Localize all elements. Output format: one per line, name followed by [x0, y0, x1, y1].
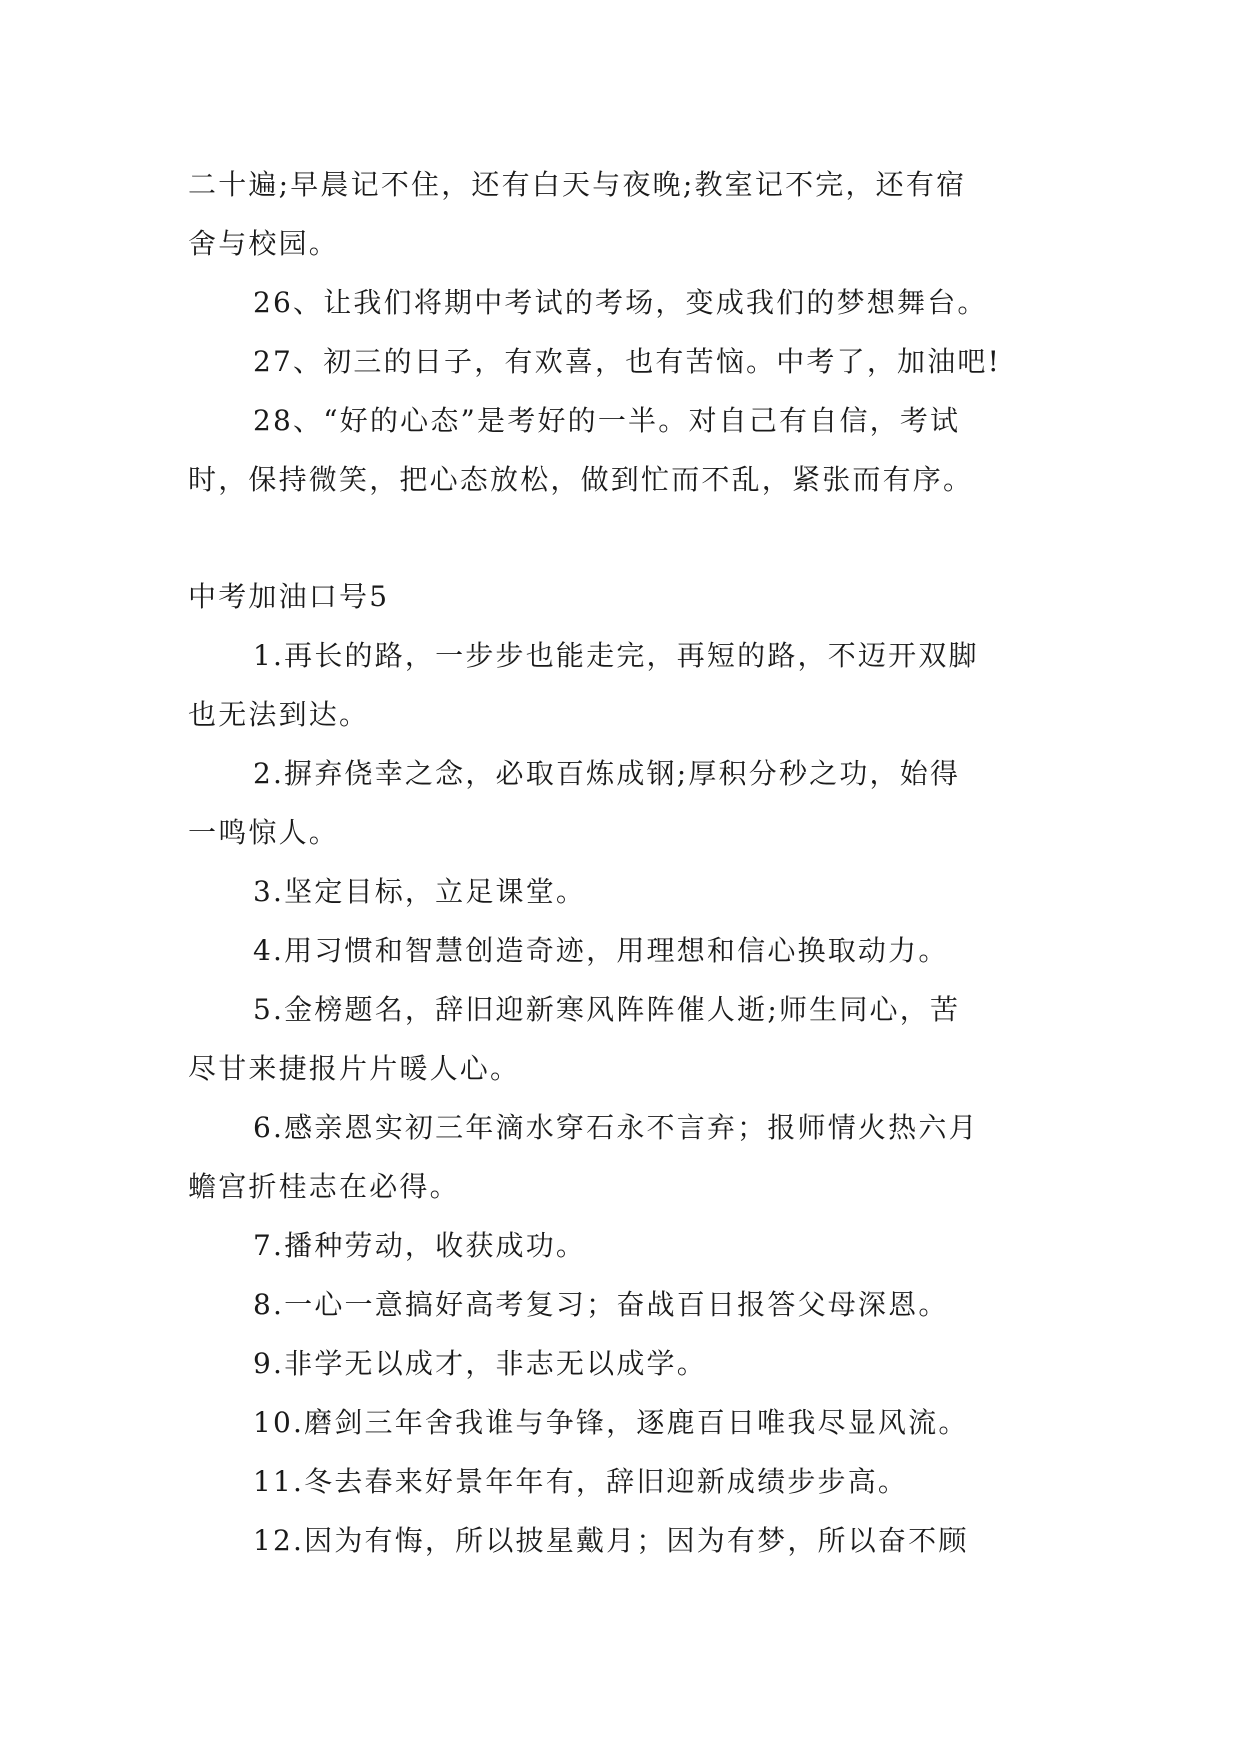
list-item: 4.用习惯和智慧创造奇迹，用理想和信心换取动力。 [253, 934, 949, 967]
list-item: 7.播种劳动，收获成功。 [253, 1229, 587, 1262]
list-item: 12.因为有悔，所以披星戴月；因为有梦，所以奋不顾 [253, 1524, 969, 1557]
section-heading: 中考加油口号5 [188, 580, 390, 613]
list-item: 8.一心一意搞好高考复习；奋战百日报答父母深恩。 [253, 1288, 949, 1321]
list-item: 5.金榜题名，辞旧迎新寒风阵阵催人逝;师生同心，苦 [253, 993, 961, 1026]
text-line: 舍与校园。 [188, 227, 340, 260]
list-item: 3.坚定目标，立足课堂。 [253, 875, 587, 908]
text-line: 蟾宫折桂志在必得。 [188, 1170, 460, 1203]
list-item: 9.非学无以成才，非志无以成学。 [253, 1347, 707, 1380]
list-item: 1.再长的路，一步步也能走完，再短的路，不迈开双脚 [253, 639, 979, 672]
list-item: 26、让我们将期中考试的考场，变成我们的梦想舞台。 [253, 286, 988, 319]
list-item: 6.感亲恩实初三年滴水穿石永不言弃；报师情火热六月 [253, 1111, 979, 1144]
list-item: 11.冬去春来好景年年有，辞旧迎新成绩步步高。 [253, 1465, 909, 1498]
list-item: 27、初三的日子，有欢喜，也有苦恼。中考了，加油吧! [253, 345, 1002, 378]
text-line: 时，保持微笑，把心态放松，做到忙而不乱，紧张而有序。 [188, 463, 974, 496]
text-line: 也无法到达。 [188, 698, 370, 731]
list-item: 2.摒弃侥幸之念，必取百炼成钢;厚积分秒之功，始得 [253, 757, 961, 790]
text-line: 一鸣惊人。 [188, 816, 340, 849]
list-item: 28、“好的心态”是考好的一半。对自己有自信，考试 [253, 404, 961, 437]
text-line: 二十遍;早晨记不住，还有白天与夜晚;教室记不完，还有宿 [188, 168, 967, 201]
list-item: 10.磨剑三年舍我谁与争锋，逐鹿百日唯我尽显风流。 [253, 1406, 969, 1439]
text-line: 尽甘来捷报片片暖人心。 [188, 1052, 521, 1085]
